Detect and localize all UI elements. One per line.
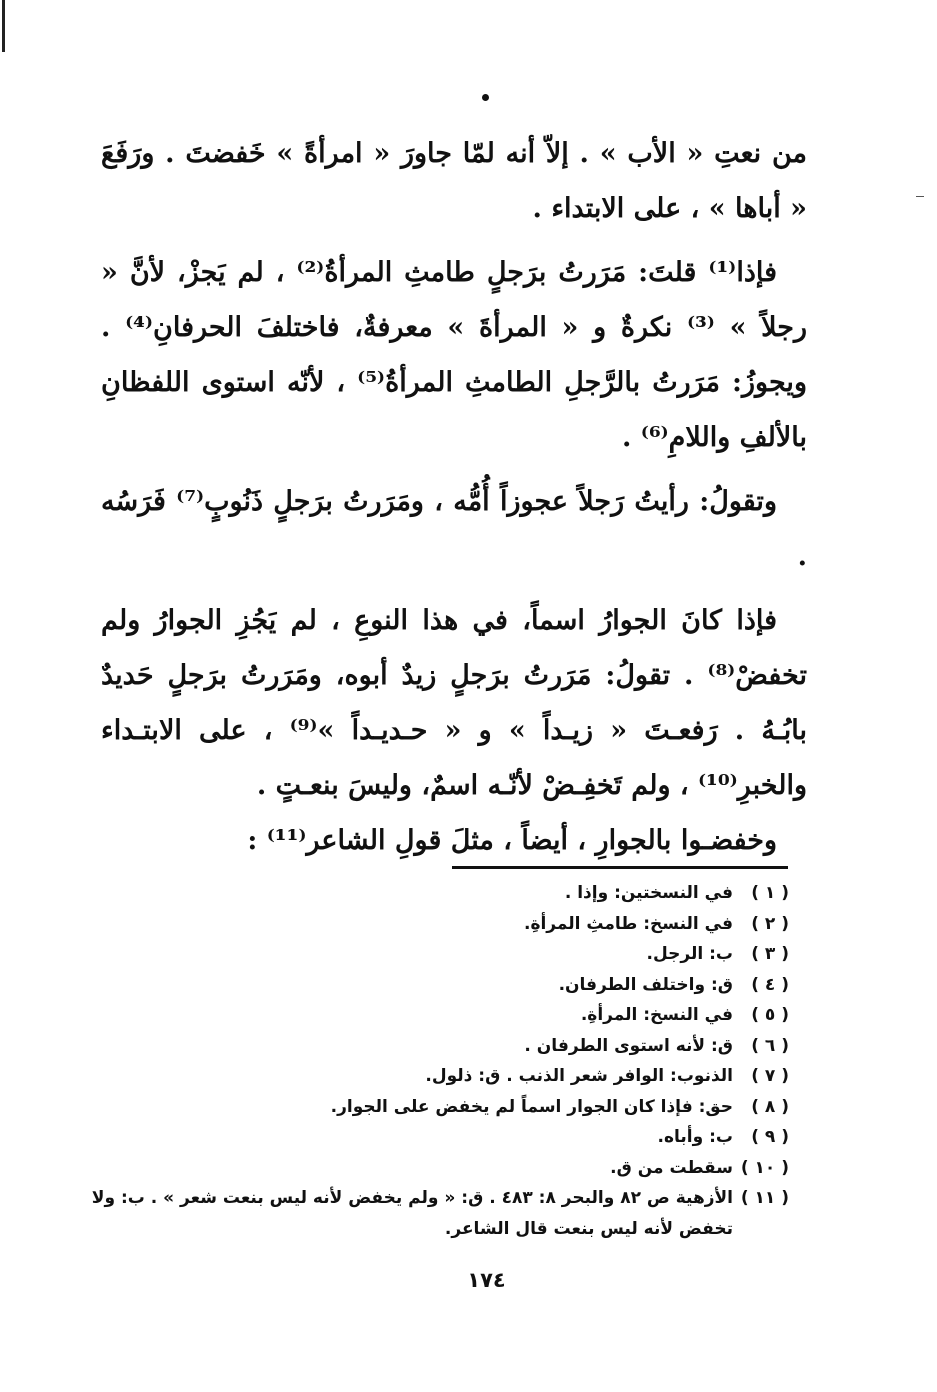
footnote-text: ق: واختلف الطرفان. [558,974,733,995]
scan-edge-mark [2,0,5,52]
footnote-text: في النسخ: طامثِ المرأةِ. [523,913,733,934]
footnote-text: الذنوب: الوافر شعر الذنب . ق: ذلول. [425,1066,733,1086]
footnote-number: ( ٤ ) [751,974,789,995]
footnote-text: في النسختين: وإذا . [564,883,733,903]
footnote-2 [74,909,789,940]
footnote-text: الأزهية ص ٨٢ والبحر ٨: ٤٨٣ . ق: « ولم يخفض لأنه ليس بنعت شعر » . ب: ولا [91,1188,733,1208]
footnote-9 [74,1122,789,1153]
footnote-text: في النسخ: المرأةِ. [580,1005,733,1025]
footnote-number: ( ٩ ) [751,1127,789,1147]
footnote-10 [74,1153,789,1184]
footnote-number: ( ٣ ) [751,944,789,964]
footnote-number: ( ١ ) [751,883,789,903]
footnote-number: ( ٢ ) [751,913,789,934]
paragraph-5: وخفضـوا بالجوارِ ، أيضاً ، مثلَ قولِ الشاعر⁽¹¹⁾ : [247,825,777,856]
footnote-7 [74,1061,789,1092]
footnote-text: حق: فإذا كان الجوار اسماً لم يخفض على الجوار. [330,1096,733,1117]
footnote-text: سقطت من ق. [610,1157,733,1178]
footnote-number: ( ٥ ) [751,1005,789,1025]
footnote-divider [452,866,788,869]
footnote-number: ( ٧ ) [751,1066,789,1086]
page-number: ١٧٤ [467,1268,506,1292]
paragraph-2: فإذا⁽¹⁾ قلتَ: مَرَرتُ برَجلٍ طامثِ المرأةُ⁽²⁾ ، لم يَجزْ، لأنَّ « رجلاً » ⁽³⁾ نكرةٌ و « المرأةَ » معرفةٌ، فاختلفَ الحرفانِ⁽⁴⁾ . ويجوزُ: مَرَرتُ بالرَّجلِ الطامثِ المرأةُ⁽⁵⁾ ، لأنّه استوى اللفظانِ بالألفِ واللامِ⁽⁶⁾ . [101,257,808,453]
footnotes [74,878,789,1244]
paragraph-1: من نعتِ « الأب » . إلاّ أنه لمّا جاورَ « امرأةً » خَفضتَ . ورَفَعَ « أباها » ، على الابتداء . [101,138,807,224]
footnote-number: ( ١٠ ) [740,1157,789,1178]
footnote-6 [74,1031,789,1062]
footnote-8 [74,1092,789,1123]
paragraph-3: وتقولُ: رأيتُ رَجلاً عجوزاً أُمُّه ، ومَرَرتُ برَجلٍ ذَنُوبٍ⁽⁷⁾ فَرَسُه . [101,486,807,572]
main-text [101,126,807,868]
footnote-11 [74,1183,789,1214]
footnote-5 [74,1000,789,1031]
footnote-4 [74,970,789,1001]
footnote-text: ب: الرجل. [646,944,733,964]
footnote-number: ( ١١ ) [740,1188,789,1208]
margin-mark [916,196,924,197]
footnote-number: ( ٨ ) [751,1096,789,1117]
footnote-11-continuation: تخفض لأنه ليس بنعت قال الشاعر. [444,1218,733,1239]
footnote-text: ب: وأباه. [657,1127,733,1147]
footnote-1 [74,878,789,909]
footnote-text: ق: لأنه استوى الطرفان . [524,1035,733,1056]
footnote-number: ( ٦ ) [751,1035,789,1056]
footnote-3 [74,939,789,970]
paragraph-4: فإذا كانَ الجوارُ اسماً، في هذا النوعِ ، لم يَجُزِ الجوارُ ولم تخفضْ⁽⁸⁾ . تقولُ: مَرَرتُ برَجلٍ زيدٌ أبوه، ومَرَرتُ برَجلٍ حَديدٌ بابُـهُ . رَفعـتَ « زيـداً » و « حـديـداً »⁽⁹⁾ ، على الابتـداء والخبرِ⁽¹⁰⁾ ، ولم تَخفِـضْ لأنّـه اسمٌ، وليسَ بنعـتٍ . [101,605,807,801]
top-dot-mark [482,94,489,101]
